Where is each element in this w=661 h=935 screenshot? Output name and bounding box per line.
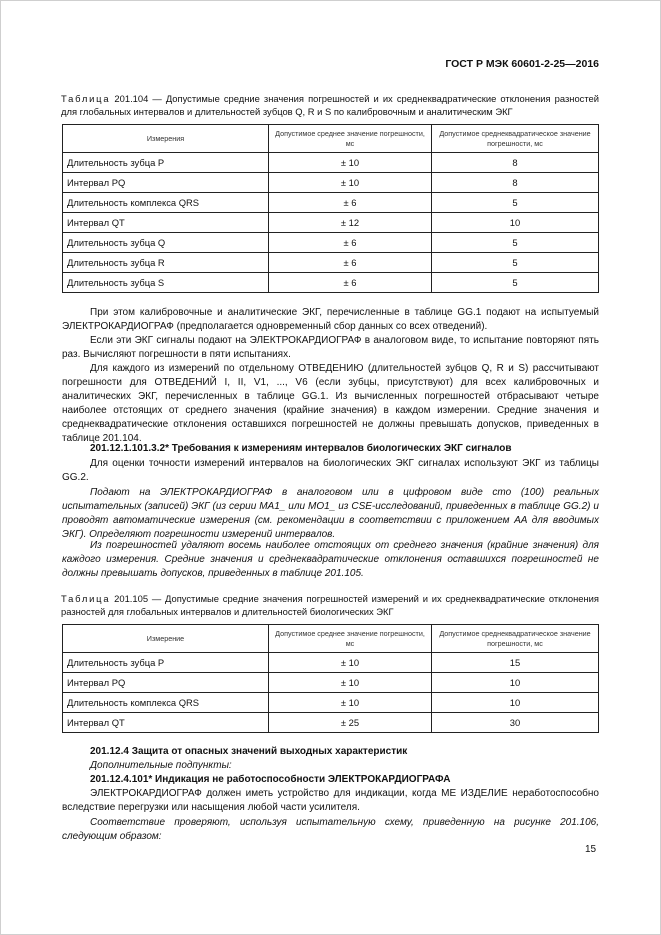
- paragraph: ЭЛЕКТРОКАРДИОГРАФ должен иметь устройство для индикации, когда МЕ ИЗДЕЛИЕ неработоспособно вследствие перегрузки или насыщения любой части усилителя.: [62, 788, 599, 813]
- paragraph: При этом калибровочные и аналитические ЭКГ, перечисленные в таблице GG.1 подают на испытуемый ЭЛЕКТРОКАРДИОГРАФ (предполагается одновременный сбор данных со всех отведений).: [62, 307, 599, 332]
- table-201-105: [62, 624, 599, 733]
- section-heading: 201.12.1.101.3.2* Требования к измерениям интервалов биологических ЭКГ сигналов: [90, 443, 512, 454]
- paragraph: Дополнительные подпункты:: [90, 760, 232, 771]
- table-row: Длительность комплекса QRS ± 6 5: [63, 193, 599, 213]
- paragraph: Подают на ЭЛЕКТРОКАРДИОГРАФ в аналоговом или в цифровом виде сто (100) реальных испытательных (записей) ЭКГ (из серии MA1_ или MO1_ из CSE-исследований, приведенных в таблице GG.2) и проводят автоматические измерения (см. рекомендации в соответствии с приложением AA для вводимых ЭКГ). Определяют погрешности измерений интервалов.: [62, 487, 599, 540]
- table2-caption: Таблица 201.105 — Допустимые средние значения погрешностей измерений и их среднеквадратические отклонения разностей для глобальных интервалов и длительностей биологических ЭКГ: [61, 593, 599, 617]
- col-header: Измерение: [63, 625, 269, 653]
- col-header: Измерения: [63, 125, 269, 153]
- table1-caption: Таблица 201.104 — Допустимые средние значения погрешностей и их среднеквадратические отклонения разностей для глобальных интервалов и длительностей зубцов Q, R и S по калибровочным и аналитическим ЭКГ: [61, 93, 599, 117]
- table-row: Интервал PQ ± 10 8: [63, 173, 599, 193]
- paragraph: Если эти ЭКГ сигналы подают на ЭЛЕКТРОКАРДИОГРАФ в аналоговом виде, то испытание повторяют пять раз. Вычисляют погрешности в пяти испытаниях.: [62, 335, 599, 360]
- col-header: Допустимое среднеквадратическое значение погрешности, мс: [432, 125, 599, 153]
- col-header: Допустимое среднеквадратическое значение погрешности, мс: [432, 625, 599, 653]
- paragraph: Из погрешностей удаляют восемь наиболее отстоящих от среднего значения (крайние значения) для каждого измерения. Средние значения и среднеквадратические отклонения оставшихся погрешностей не должны превышать допусков, приведенных в таблице 201.105.: [62, 540, 599, 579]
- table-row: Длительность зубца P ± 10 8: [63, 153, 599, 173]
- paragraph: Для каждого из измерений по отдельному ОТВЕДЕНИЮ (длительностей зубцов Q, R и S) рассчитывают погрешности для ОТВЕДЕНИЙ I, II, V1, ..., V6 (если зубцы, присутствуют) для всех калибровочных и аналитических ЭКГ, перечисленных в таблице GG.1. Из вычисленных погрешностей отбрасывают четыре наиболее отстоящих от среднего значения (крайние значения) в каждом измерении. Средние значения и среднеквадратические отклонения оставшихся погрешностей не должны превышать допусков, приведенных в таблице 201.104.: [62, 363, 599, 444]
- col-header: Допустимое среднее значение погрешности, мс: [269, 125, 432, 153]
- page-number: 15: [585, 844, 597, 855]
- table-201-104: [62, 124, 599, 293]
- table-row: Длительность комплекса QRS ± 10 10: [63, 693, 599, 713]
- paragraph: Для оценки точности измерений интервалов на биологических ЭКГ сигналах используют ЭКГ из таблицы GG.2.: [62, 458, 599, 483]
- table-row: Длительность зубца Q ± 6 5: [63, 233, 599, 253]
- paragraph: Соответствие проверяют, используя испытательную схему, приведенную на рисунке 201.106, следующим образом:: [62, 817, 599, 842]
- table-row: Длительность зубца S ± 6 5: [63, 273, 599, 293]
- doc-header: ГОСТ Р МЭК 60601-2-25—2016: [445, 58, 599, 70]
- table-row: Интервал PQ ± 10 10: [63, 673, 599, 693]
- section-heading: 201.12.4.101* Индикация не работоспособности ЭЛЕКТРОКАРДИОГРАФА: [90, 774, 451, 785]
- col-header: Допустимое среднее значение погрешности, мс: [269, 625, 432, 653]
- table-row: Длительность зубца P ± 10 15: [63, 653, 599, 673]
- table-row: Интервал QT ± 12 10: [63, 213, 599, 233]
- table-row: Интервал QT ± 25 30: [63, 713, 599, 733]
- section-heading: 201.12.4 Защита от опасных значений выходных характеристик: [90, 746, 408, 757]
- table-row: Длительность зубца R ± 6 5: [63, 253, 599, 273]
